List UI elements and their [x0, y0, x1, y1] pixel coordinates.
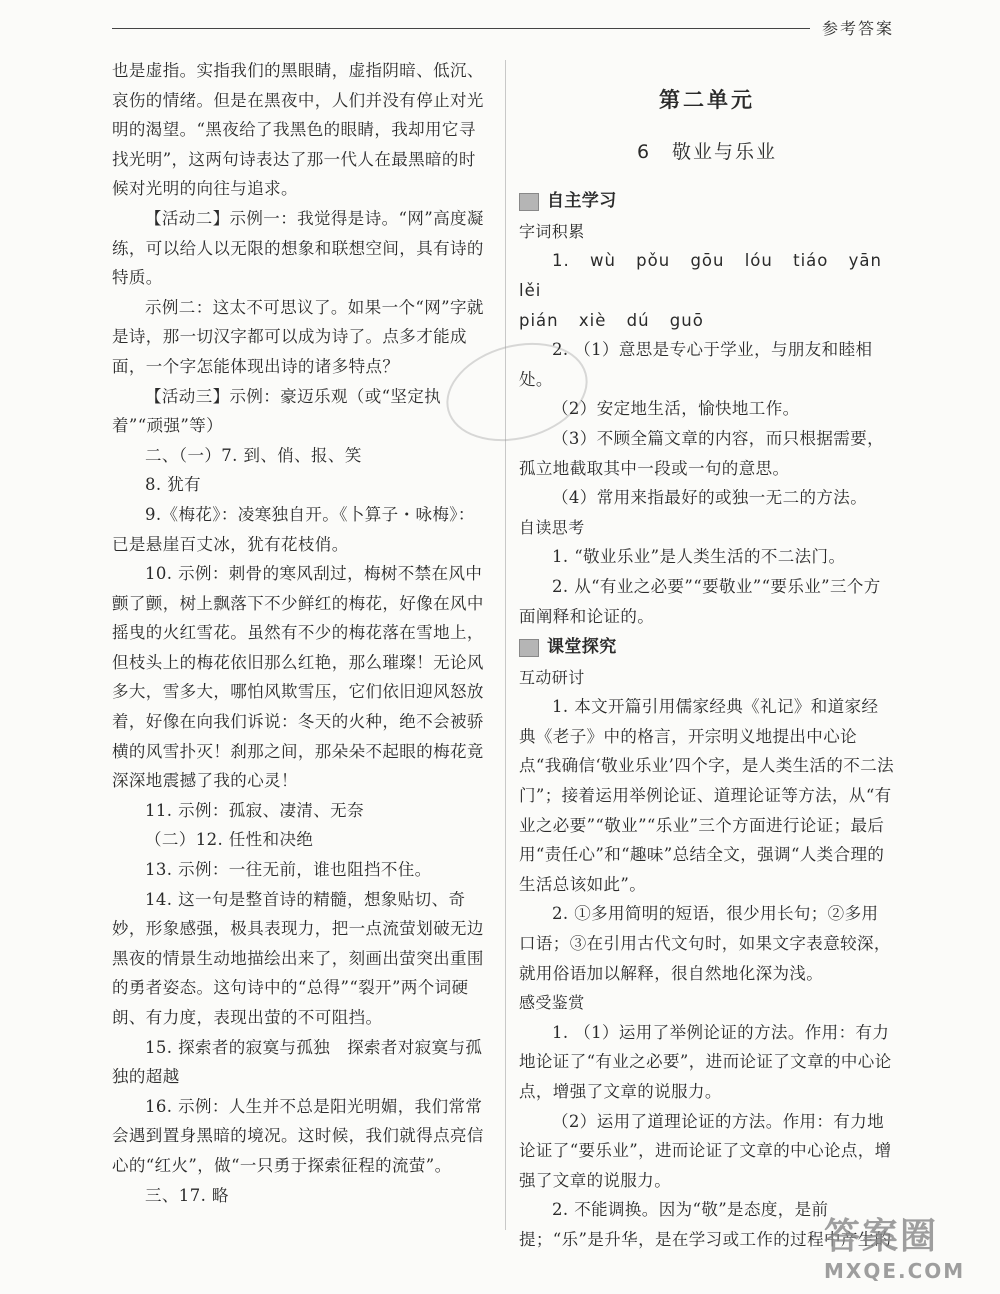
paragraph: 2. 从“有业之必要”“要敬业”“要乐业”三个方面阐释和论证的。: [519, 576, 881, 626]
watermark-url: MXQE.COM: [824, 1259, 966, 1283]
paragraph: 三、17. 略: [145, 1185, 229, 1205]
header-rule: [112, 28, 810, 29]
pinyin-line: pián xiè dú guō: [519, 310, 704, 330]
paragraph: 13. 示例：一往无前，谁也阻挡不住。: [145, 860, 432, 880]
section-heading: [519, 633, 895, 663]
paragraph: 【活动三】示例：豪迈乐观（或“坚定执着”“顽强”等）: [112, 386, 442, 436]
paragraph: 15. 探索者的寂寞与孤独 探索者对寂寞与孤独的超越: [112, 1037, 483, 1087]
paragraph: 9.《梅花》：凌寒独自开。《卜算子・咏梅》：已是悬崖百丈冰，犹有花枝俏。: [112, 504, 475, 554]
paragraph: 1. “敬业乐业”是人类生活的不二法门。: [552, 547, 846, 567]
paragraph: （3）不顾全篇文章的内容，而只根据需要，孤立地截取其中一段或一句的意思。: [519, 428, 884, 478]
paragraph: （4）常用来指最好的或独一无二的方法。: [552, 488, 868, 508]
paragraph: 16. 示例：人生并不总是阳光明媚，我们常常会遇到置身黑暗的境况。这时候，我们就得点亮信心的“红火”，做“一只勇于探索征程的流萤”。: [112, 1096, 484, 1175]
unit-title: 第二单元: [659, 88, 755, 112]
paragraph: （2）安定地生活，愉快地工作。: [552, 399, 800, 419]
paragraph: 示例二：这太不可思议了。如果一个“网”字就是诗，那一切汉字都可以成为诗了。点多才能成面，一个字怎能体现出诗的诸多特点？: [112, 297, 484, 376]
section-square-icon: [519, 639, 539, 657]
paragraph: 二、（一）7. 到、俏、报、笑: [145, 445, 362, 465]
paragraph: 2. （1）意思是专心于学业，与朋友和睦相处。: [519, 340, 873, 389]
section-label: 课堂探究: [547, 637, 617, 658]
section-square-icon: [519, 193, 539, 211]
paragraph: 11. 示例：孤寂、凄清、无奈: [145, 800, 364, 820]
column-divider: [505, 60, 506, 1230]
paragraph: （二）12. 任性和决绝: [145, 830, 314, 850]
paragraph: （2）运用了道理论证的方法。作用：有力地论证了“要乐业”，进而论证了文章的中心论点，增强了文章的说服力。: [519, 1111, 892, 1190]
watermark-logo: [824, 1208, 994, 1288]
subsection-heading: 字词积累: [519, 221, 585, 241]
lesson-title: 6 敬业与乐业: [636, 140, 778, 163]
pinyin-line: 1. wù pǒu gōu lóu tiáo yān lěi: [519, 251, 882, 300]
paragraph: 14. 这一句是整首诗的精髓，想象贴切、奇妙，形象感强，极具表现力，把一点流萤划破无边黑夜的情景生动地描绘出来了，刻画出萤突出重围的勇者姿态。这句诗中的“总得”“裂开”两个词硬朗、有力度，表现出萤的不可阻挡。: [112, 889, 484, 1027]
paragraph: 8. 犹有: [145, 475, 201, 495]
paragraph: 2. 不能调换。因为“敬”是态度，是前提；“乐”是升华，是在学习或工作的过程中产生的: [519, 1200, 892, 1249]
header-label: 参考答案: [822, 19, 895, 38]
subsection-heading: 互动研讨: [519, 667, 585, 687]
watermark-title: 答案圈: [824, 1216, 939, 1257]
left-column: [112, 56, 490, 1210]
paragraph: 10. 示例：刺骨的寒风刮过，梅树不禁在风中颤了颤，树上飘落下不少鲜红的梅花，好像在风中摇曳的火红雪花。虽然有不少的梅花落在雪地上，但枝头上的梅花依旧那么红艳，那么璀璨！无论风多大，雪多大，哪怕风欺雪压，它们依旧迎风怒放着，好像在向我们诉说：冬天的火种，绝不会被骄横的风雪扑灭！刹那之间，那朵朵不起眼的梅花竟深深地震撼了我的心灵！: [112, 564, 484, 791]
section-heading: [519, 187, 895, 217]
section-label: 自主学习: [547, 191, 617, 212]
subsection-heading: 感受鉴赏: [519, 993, 585, 1013]
paragraph: 也是虚指。实指我们的黑眼睛，虚指阴暗、低沉、哀伤的情绪。但是在黑夜中，人们并没有停止对光明的渴望。“黑夜给了我黑色的眼睛，我却用它寻找光明”，这两句诗表达了那一代人在最黑暗的时候对光明的向往与追求。: [112, 61, 484, 199]
paragraph: 2. ①多用简明的短语，很少用长句；②多用口语；③在引用古代文句时，如果文字表意较深，就用俗语加以解释，很自然地化深为浅。: [519, 904, 891, 983]
subsection-heading: 自读思考: [519, 517, 585, 537]
paragraph: 1. 本文开篇引用儒家经典《礼记》和道家经典《老子》中的格言，开宗明义地提出中心论点“我确信‘敬业乐业’四个字，是人类生活的不二法门”；接着运用举例论证、道理论证等方法，从“有业之必要”“敬业”“乐业”三个方面进行论证；最后用“责任心”和“趣味”总结全文，强调“人类合理的生活总该如此”。: [519, 697, 895, 894]
paragraph: 【活动二】示例一：我觉得是诗。“网”高度凝练，可以给人以无限的想象和联想空间，具有诗的特质。: [112, 208, 484, 288]
paragraph: 1. （1）运用了举例论证的方法。作用：有力地论证了“有业之必要”，进而论证了文章的中心论点，增强了文章的说服力。: [519, 1022, 892, 1101]
right-column: [519, 56, 895, 1255]
